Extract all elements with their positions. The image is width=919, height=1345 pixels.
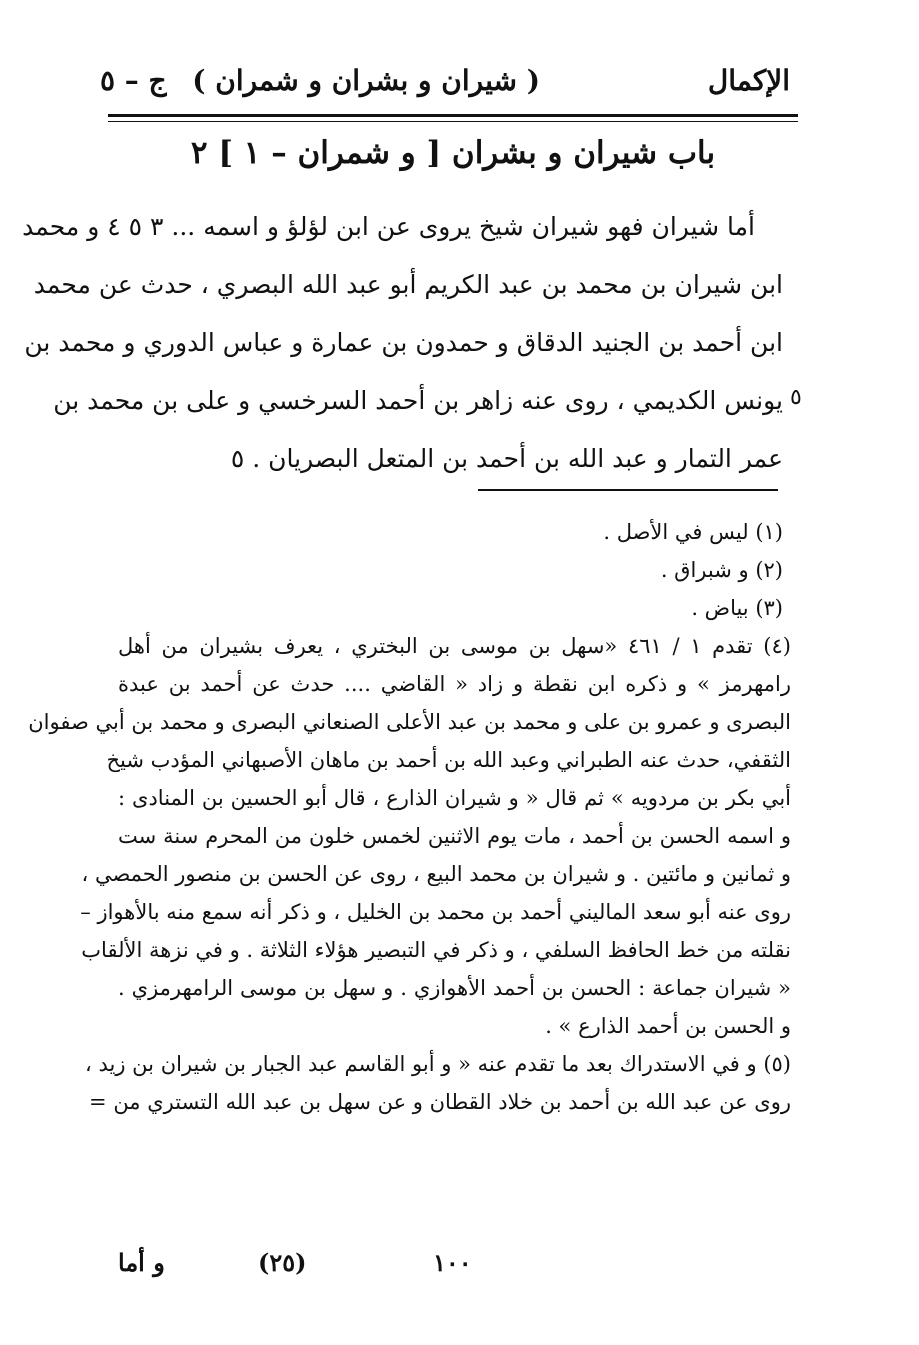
margin-line-number: ٥ [790,385,802,410]
footnote-line: نقلته من خط الحافظ السلفي ، و ذكر في التبصير هؤلاء الثلاثة . و في نزهة الألقاب [81,938,791,962]
footnote-line: (٢) و شبراق . [660,558,783,582]
footnote-line: (٣) بياض . [691,596,783,620]
header-rule-thick [108,114,798,117]
footnote-line: (١) ليس في الأصل . [603,520,783,544]
footnote-line: روى عنه أبو سعد الماليني أحمد بن محمد بن الخليل ، و ذكر أنه سمع منه بالأهواز – [80,900,791,924]
footnote-line: و اسمه الحسن بن أحمد ، مات يوم الاثنين لخمس خلون من المحرم سنة ست [118,824,791,848]
footnote-separator [478,489,778,491]
footnote-line: « شيران جماعة : الحسن بن أحمد الأهوازي . و سهل بن موسى الرامهرمزي . [118,976,791,1000]
page-number: ١٠٠ [433,1248,472,1277]
catchword: و أما [118,1248,165,1277]
footnote-line: أبي بكر بن مردويه » ثم قال « و شيران الذارع ، قال أبو الحسين بن المنادى : [118,786,791,810]
footnote-line: (٤) تقدم ١ / ٤٦١ «سهل بن موسى بن البختري ، يعرف بشيران من أهل [118,634,791,658]
footnote-line: روى عن عبد الله بن أحمد بن خلاد القطان و عن سهل بن عبد الله التستري من = [89,1090,791,1114]
footnote-line: (٥) و في الاستدراك بعد ما تقدم عنه « و أبو القاسم عبد الجبار بن شيران بن زيد ، [85,1052,791,1076]
main-line: عمر التمار و عبد الله بن أحمد بن المتعل البصريان . ٥ [230,444,783,473]
footnotes [28,513,791,1121]
header-rule-thin [108,121,798,122]
main-line: أما شيران فهو شيران شيخ يروى عن ابن لؤلؤ و اسمه ... ٣ ٥ ٤ و محمد [22,212,755,241]
book-title: الإكمال [707,64,790,97]
section-title: ( شيران و بشران و شمران ) [192,64,540,97]
main-line: يونس الكديمي ، روى عنه زاهر بن أحمد السرخسي و على بن محمد بن [53,386,783,415]
main-text [22,198,783,488]
chapter-title: باب شيران و بشران [ و شمران – ١ ] ٢ [190,135,716,171]
main-line: ابن شيران بن محمد بن عبد الكريم أبو عبد الله البصري ، حدث عن محمد [33,270,783,299]
footnote-line: و ثمانين و مائتين . و شيران بن محمد البيع ، روى عن الحسن بن منصور الحمصي ، [81,862,791,886]
footnote-line: الثقفي، حدث عنه الطبراني وعبد الله بن أحمد بن ماهان الأصبهاني المؤدب شيخ [106,748,791,772]
footnote-line: و الحسن بن أحمد الذارع » . [545,1014,791,1038]
footnote-line: البصرى و عمرو بن على و محمد بن عبد الأعلى الصنعاني البصرى و محمد بن أبي صفوان [28,710,791,734]
page-footer [118,1248,798,1288]
main-line: ابن أحمد بن الجنيد الدقاق و حمدون بن عمارة و عباس الدوري و محمد بن [24,328,783,357]
signature-mark: (٢٥) [258,1248,307,1277]
footnote-line: رامهرمز » و ذكره ابن نقطة و زاد « القاضي .... حدث عن أحمد بن عبدة [118,672,791,696]
volume-number: ج – ٥ [100,64,167,97]
running-header [100,58,790,108]
